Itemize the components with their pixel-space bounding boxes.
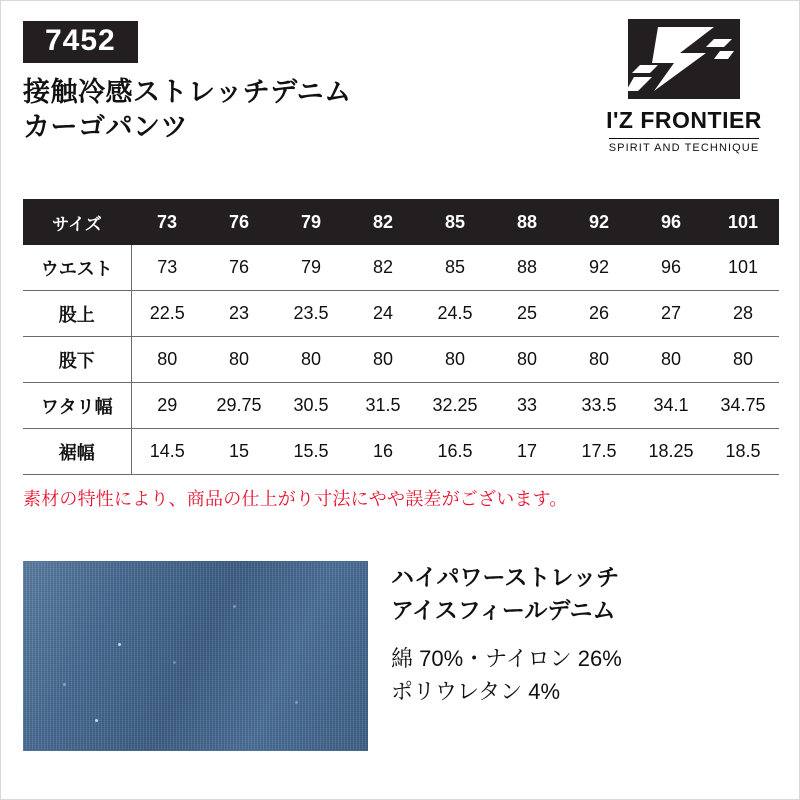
table-header-row xyxy=(23,199,779,245)
cell-rise-3: 24 xyxy=(372,303,394,323)
table-header-size-0: 73 xyxy=(131,199,203,245)
cell-thigh-0: 29 xyxy=(157,395,178,415)
product-name-line-2: カーゴパンツ xyxy=(23,111,188,142)
table-header-size-8: 101 xyxy=(707,199,779,245)
cell-hem-6: 17.5 xyxy=(581,441,617,461)
table-row xyxy=(23,383,779,429)
cell-rise-7: 27 xyxy=(660,303,682,323)
cell-hem-8: 18.5 xyxy=(725,441,761,461)
cell-inseam-5: 80 xyxy=(516,349,538,369)
cell-inseam-2: 80 xyxy=(300,349,322,369)
table-row xyxy=(23,429,779,475)
cell-waist-5: 88 xyxy=(516,257,538,277)
table-header-size-5: 88 xyxy=(491,199,563,245)
cell-rise-2: 23.5 xyxy=(293,303,329,323)
cell-hem-4: 16.5 xyxy=(437,441,473,461)
cell-waist-3: 82 xyxy=(372,257,394,277)
cell-thigh-3: 31.5 xyxy=(365,395,401,415)
cell-thigh-1: 29.75 xyxy=(216,395,262,415)
table-header-size-2: 79 xyxy=(275,199,347,245)
row-label-hem: 裾幅 xyxy=(23,429,131,475)
row-label-thigh: ワタリ幅 xyxy=(23,383,131,429)
cell-inseam-3: 80 xyxy=(372,349,394,369)
table-header-size-3: 82 xyxy=(347,199,419,245)
cell-waist-6: 92 xyxy=(588,257,610,277)
table-row xyxy=(23,337,779,383)
cell-waist-1: 76 xyxy=(228,257,250,277)
row-label-waist: ウエスト xyxy=(23,245,131,291)
fabric-composition xyxy=(391,642,781,708)
cell-thigh-4: 32.25 xyxy=(432,395,478,415)
cell-thigh-2: 30.5 xyxy=(293,395,329,415)
cell-hem-7: 18.25 xyxy=(648,441,694,461)
cell-inseam-0: 80 xyxy=(157,349,178,369)
iz-frontier-mark-icon xyxy=(628,19,740,99)
cell-waist-4: 85 xyxy=(444,257,466,277)
cell-thigh-8: 34.75 xyxy=(720,395,766,415)
fabric-info xyxy=(391,561,781,708)
measurement-note: 素材の特性により、商品の仕上がり寸法にやや誤差がございます。 xyxy=(23,489,568,509)
table-row xyxy=(23,291,779,337)
cell-inseam-4: 80 xyxy=(444,349,466,369)
cell-hem-0: 14.5 xyxy=(149,441,185,461)
fabric-title-line-1: ハイパワーストレッチ xyxy=(391,564,620,590)
cell-rise-5: 25 xyxy=(516,303,538,323)
cell-waist-7: 96 xyxy=(660,257,682,277)
table-header-size-1: 76 xyxy=(203,199,275,245)
cell-hem-1: 15 xyxy=(228,441,250,461)
cell-hem-2: 15.5 xyxy=(293,441,329,461)
table-header-size-label: サイズ xyxy=(23,199,131,245)
brand-tagline: SPIRIT AND TECHNIQUE xyxy=(609,138,760,154)
product-code-badge: 7452 xyxy=(23,21,138,63)
cell-rise-8: 28 xyxy=(732,303,754,323)
table-row xyxy=(23,245,779,291)
fabric-swatch-flecks xyxy=(23,561,368,751)
table-header-size-6: 92 xyxy=(563,199,635,245)
cell-rise-4: 24.5 xyxy=(437,303,473,323)
product-name-line-1: 接触冷感ストレッチデニム xyxy=(23,77,352,107)
cell-waist-8: 101 xyxy=(727,257,759,277)
fabric-swatch-image xyxy=(23,561,368,751)
cell-thigh-6: 33.5 xyxy=(581,395,617,415)
cell-hem-5: 17 xyxy=(516,441,538,461)
cell-inseam-6: 80 xyxy=(588,349,610,369)
size-table xyxy=(23,199,779,475)
brand-logo xyxy=(589,19,779,156)
row-label-rise: 股上 xyxy=(23,291,131,337)
cell-rise-0: 22.5 xyxy=(149,303,185,323)
cell-inseam-7: 80 xyxy=(660,349,682,369)
table-header-size-7: 96 xyxy=(635,199,707,245)
cell-thigh-7: 34.1 xyxy=(653,395,689,415)
cell-waist-2: 79 xyxy=(300,257,322,277)
row-label-inseam: 股下 xyxy=(23,337,131,383)
cell-thigh-5: 33 xyxy=(516,395,538,415)
table-header-size-4: 85 xyxy=(419,199,491,245)
fabric-composition-line-2: ポリウレタン 4% xyxy=(391,679,561,705)
cell-waist-0: 73 xyxy=(157,257,178,277)
cell-inseam-1: 80 xyxy=(228,349,250,369)
cell-inseam-8: 80 xyxy=(732,349,754,369)
cell-hem-3: 16 xyxy=(372,441,394,461)
fabric-composition-line-1: 綿 70%・ナイロン 26% xyxy=(391,646,622,672)
cell-rise-6: 26 xyxy=(588,303,610,323)
fabric-title-line-2: アイスフィールデニム xyxy=(391,596,616,623)
brand-name: I'Z FRONTIER xyxy=(606,107,762,133)
cell-rise-1: 23 xyxy=(228,303,250,323)
fabric-title xyxy=(391,561,781,626)
